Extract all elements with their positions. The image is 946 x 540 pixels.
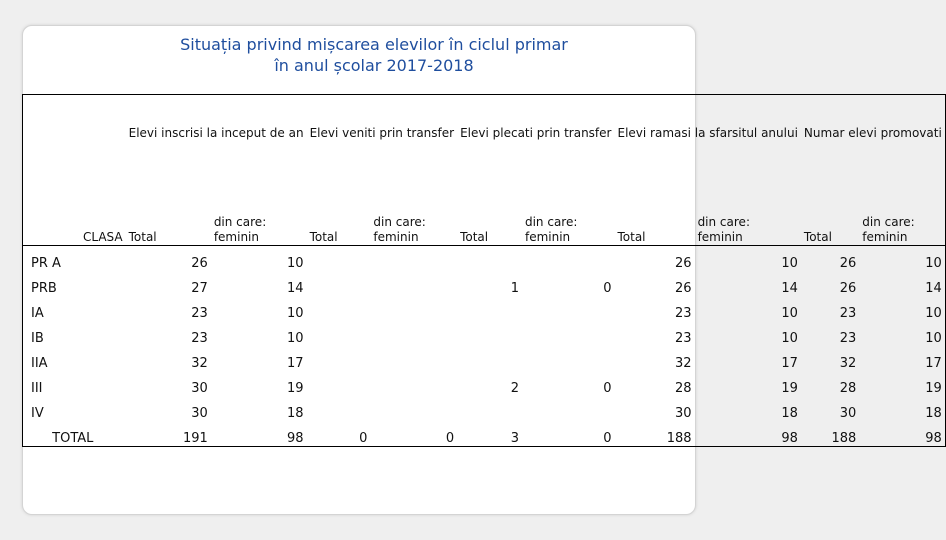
value-cell [457, 296, 522, 321]
value-cell [457, 321, 522, 346]
value-cell: 26 [675, 256, 692, 271]
table-row [23, 421, 946, 447]
value-cell: 26 [839, 256, 857, 271]
value-cell [370, 371, 457, 396]
subheader-total: Total [801, 141, 859, 246]
value-cell [457, 346, 522, 371]
subheader-female-label: feminin [697, 230, 743, 244]
subheader-female-prefix: din care: [373, 215, 426, 229]
value-cell: 14 [287, 281, 304, 296]
value-cell [522, 321, 615, 346]
class-cell: IIA [23, 346, 126, 371]
class-cell: PR A [23, 246, 126, 272]
table-row [23, 321, 946, 346]
value-cell: 0 [370, 421, 457, 447]
header-remaining: Elevi ramasi la sfarsitul anului [614, 95, 800, 142]
value-cell: 17 [781, 356, 798, 371]
value-cell: 30 [191, 381, 208, 396]
student-movement-table [22, 94, 946, 447]
header-transfer-out: Elevi plecati prin transfer [457, 95, 614, 142]
subheader-total: Total [126, 141, 211, 246]
value-cell [370, 346, 457, 371]
value-cell: 188 [614, 421, 694, 447]
corner-cell [23, 95, 126, 142]
subheader-total: Total [457, 141, 522, 246]
value-cell: 0 [603, 381, 612, 396]
value-cell: 1 [510, 281, 519, 296]
value-cell: 32 [191, 356, 208, 371]
value-cell: 10 [859, 296, 945, 321]
value-cell: 30 [839, 406, 857, 421]
value-cell: 23 [839, 306, 857, 321]
value-cell: 14 [781, 281, 798, 296]
table-row [23, 271, 946, 296]
subheader-female-label: feminin [524, 230, 571, 244]
value-cell: 27 [191, 281, 208, 296]
value-cell: 32 [839, 356, 857, 371]
value-cell: 18 [287, 406, 304, 421]
subheader-female [211, 141, 307, 246]
page-title [0, 34, 748, 76]
subheader-female-prefix: din care: [213, 215, 267, 229]
sub-header-row [23, 141, 946, 246]
value-cell [457, 246, 522, 272]
table-row [23, 246, 946, 272]
value-cell: 98 [211, 421, 307, 447]
subheader-female-label: feminin [213, 230, 259, 244]
value-cell [522, 346, 615, 371]
value-cell [522, 246, 615, 272]
value-cell [370, 246, 457, 272]
class-cell: TOTAL [23, 421, 126, 447]
subheader-total: Total [614, 141, 694, 246]
value-cell: 30 [191, 406, 208, 421]
value-cell [370, 271, 457, 296]
table-row [23, 396, 946, 421]
class-cell: III [23, 371, 126, 396]
subheader-female [695, 141, 801, 246]
value-cell [307, 296, 371, 321]
class-cell: IB [23, 321, 126, 346]
subheader-female [370, 141, 457, 246]
value-cell: 10 [781, 306, 798, 321]
value-cell [307, 246, 371, 272]
value-cell: 23 [675, 331, 692, 346]
value-cell [370, 321, 457, 346]
table-row [23, 296, 946, 321]
value-cell: 17 [859, 346, 945, 371]
subheader-female [859, 141, 945, 246]
value-cell: 17 [287, 356, 304, 371]
value-cell: 3 [457, 421, 522, 447]
value-cell [522, 396, 615, 421]
value-cell: 19 [781, 381, 798, 396]
subheader-female-prefix: din care: [697, 215, 750, 229]
value-cell [307, 346, 371, 371]
value-cell: 23 [191, 331, 208, 346]
value-cell: 28 [839, 381, 857, 396]
value-cell: 28 [675, 381, 692, 396]
value-cell [522, 296, 615, 321]
class-cell: PRB [23, 271, 126, 296]
value-cell [370, 396, 457, 421]
subheader-female-label: feminin [373, 230, 419, 244]
table-row [23, 371, 946, 396]
value-cell: 10 [859, 321, 945, 346]
header-promoted: Numar elevi promovati [801, 95, 945, 142]
subheader-female-label: feminin [862, 230, 908, 244]
value-cell: 30 [675, 406, 692, 421]
value-cell: 10 [287, 306, 304, 321]
value-cell: 98 [859, 421, 945, 447]
header-enrolled: Elevi inscrisi la inceput de an [126, 95, 307, 142]
value-cell: 18 [781, 406, 798, 421]
value-cell: 26 [191, 256, 208, 271]
value-cell: 32 [675, 356, 692, 371]
value-cell: 18 [859, 396, 945, 421]
title-line-1: Situația privind mișcarea elevilor în ciclul primar [180, 35, 568, 54]
value-cell: 188 [801, 421, 859, 447]
value-cell: 19 [287, 381, 304, 396]
value-cell: 10 [781, 256, 798, 271]
value-cell: 14 [859, 271, 945, 296]
value-cell: 0 [307, 421, 371, 447]
value-cell [457, 396, 522, 421]
value-cell: 23 [839, 331, 857, 346]
value-cell: 191 [126, 421, 211, 447]
subheader-total: Total [307, 141, 371, 246]
table-row [23, 346, 946, 371]
value-cell: 10 [287, 256, 304, 271]
value-cell [307, 371, 371, 396]
value-cell: 2 [510, 381, 519, 396]
value-cell: 10 [859, 246, 945, 272]
table-body [23, 246, 946, 447]
value-cell [307, 321, 371, 346]
title-line-2: în anul școlar 2017-2018 [274, 56, 474, 75]
value-cell: 23 [191, 306, 208, 321]
value-cell [307, 271, 371, 296]
value-cell [370, 296, 457, 321]
class-cell: IV [23, 396, 126, 421]
subheader-female-prefix: din care: [524, 215, 578, 229]
value-cell: 0 [522, 421, 615, 447]
value-cell: 26 [839, 281, 857, 296]
header-transfer-in: Elevi veniti prin transfer [307, 95, 458, 142]
value-cell [307, 396, 371, 421]
value-cell: 26 [675, 281, 692, 296]
value-cell: 0 [603, 281, 612, 296]
value-cell: 19 [859, 371, 945, 396]
value-cell: 10 [781, 331, 798, 346]
value-cell: 23 [675, 306, 692, 321]
class-cell: IA [23, 296, 126, 321]
value-cell: 10 [287, 331, 304, 346]
value-cell: 98 [695, 421, 801, 447]
header-class: CLASA [23, 141, 126, 246]
subheader-female-prefix: din care: [862, 215, 915, 229]
subheader-female [522, 141, 615, 246]
